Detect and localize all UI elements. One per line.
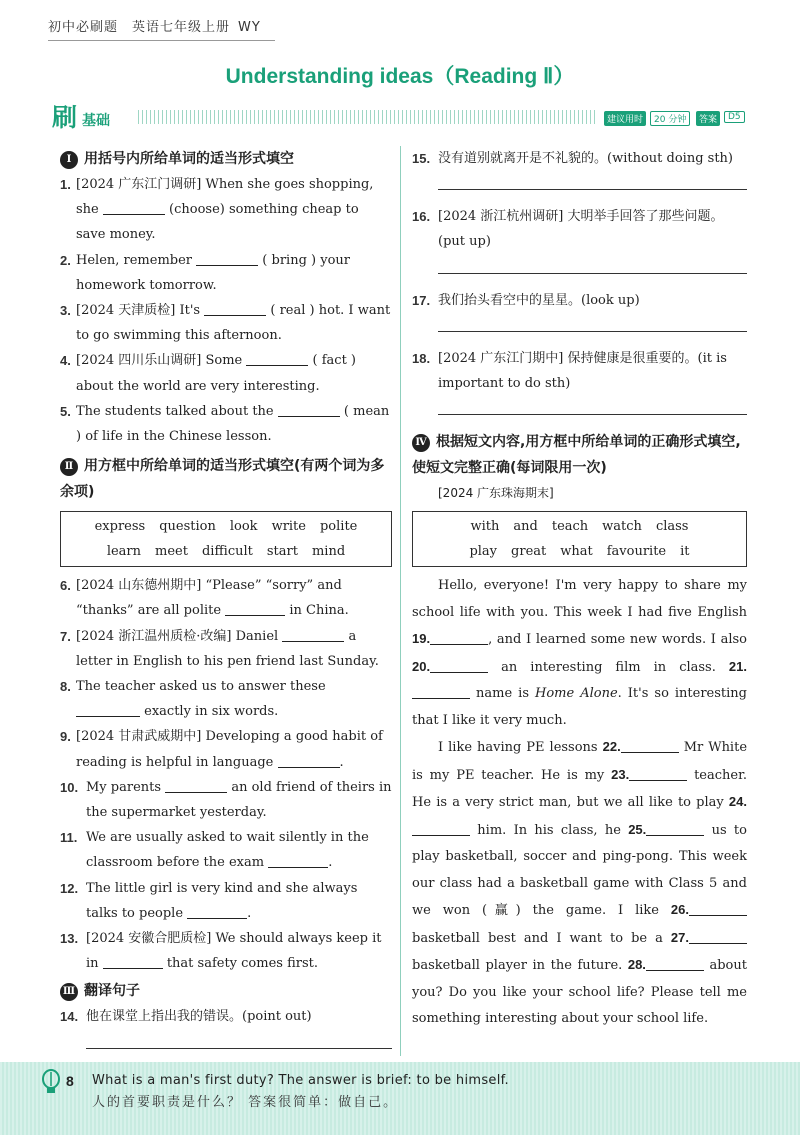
answer-blank[interactable]: [689, 929, 747, 944]
word-box-row: [413, 514, 746, 539]
word-option: with: [470, 519, 500, 535]
passage-text: basketball best and I want to be a: [412, 930, 663, 946]
answer-blank[interactable]: [246, 351, 308, 366]
question-text: 没有道别就离开是不礼貌的。(without doing sth): [438, 151, 733, 166]
word-option: look: [229, 519, 258, 535]
question-text: 我们抬头看空中的星星。(look up): [438, 292, 640, 308]
section-3-title: [60, 978, 392, 1004]
question-15: [412, 146, 747, 171]
question-number: 1.: [60, 177, 71, 192]
answer-blank[interactable]: [76, 702, 140, 717]
section-title-text: 用括号内所给单词的适当形式填空: [84, 151, 294, 167]
word-option: polite: [319, 519, 358, 535]
word-option: learn: [106, 544, 142, 560]
question-3: [60, 298, 392, 348]
question-2: [60, 248, 392, 298]
section-number: Ⅳ: [412, 434, 430, 452]
question-text: 他在课堂上指出我的错误。(point out): [86, 1009, 312, 1025]
word-option: play: [469, 544, 498, 560]
question-text: My parents: [86, 779, 162, 795]
question-number: 8.: [60, 679, 71, 695]
question-text: [2024 浙江杭州调研] 大明举手回答了那些问题。(put up): [438, 209, 724, 250]
question-number: 10.: [60, 779, 79, 795]
question-text: .: [328, 855, 333, 871]
suggest-time-value: 20 分钟: [650, 111, 690, 126]
blank-number: 21.: [728, 658, 747, 674]
passage-paragraph-1: [412, 573, 747, 734]
answer-blank[interactable]: [204, 301, 266, 316]
passage-text: about you? Do you like your school life? Please tell me something interesting about your school life.: [412, 958, 747, 1027]
passage-text: teacher. He is a very strict man, but we all like to play: [412, 767, 748, 811]
question-text: a letter in English to his pen friend last Sunday.: [76, 628, 379, 669]
word-option: teach: [551, 519, 589, 535]
answer-blank[interactable]: [621, 738, 679, 753]
question-text: (choose) something cheap to save money.: [76, 202, 359, 243]
question-text: ( fact ) about the world are very interesting.: [76, 353, 357, 394]
question-6: [60, 573, 392, 623]
question-text: [2024 浙江温州质检·改编] Daniel: [76, 628, 279, 644]
question-13: [60, 926, 392, 976]
right-column: [412, 146, 747, 1033]
passage-text: Hello, everyone! I'm very happy to share my school life with you. This week I had five English: [412, 578, 747, 620]
passage-text: . It's so interesting that I like it very much.: [412, 686, 748, 728]
answer-blank[interactable]: [103, 200, 165, 215]
word-option: difficult: [201, 544, 253, 560]
word-box: [412, 511, 747, 567]
word-option: what: [560, 544, 593, 560]
question-text: [2024 甘肃武威期中] Developing a good habit of reading is helpful in language: [76, 729, 383, 770]
answer-blank[interactable]: [268, 853, 328, 868]
question-text: exactly in six words.: [144, 704, 279, 720]
question-number: 18.: [412, 350, 431, 366]
question-14: [60, 1004, 392, 1029]
answer-blank[interactable]: [282, 627, 344, 642]
question-number: 4.: [60, 353, 71, 369]
question-text: [2024 山东德州期中] “Please” “sorry” and “thanks” are all polite: [76, 578, 342, 619]
word-box-row: [61, 539, 391, 564]
lightbulb-icon: [40, 1068, 62, 1096]
blank-number: 28.: [627, 957, 646, 973]
question-text: an old friend of theirs in the supermarket yesterday.: [86, 779, 392, 821]
question-11: [60, 825, 392, 875]
blank-number: 24.: [728, 794, 747, 810]
question-number: 12.: [60, 880, 79, 896]
question-5: [60, 399, 392, 449]
passage-text: , and I learned some new words. I also: [488, 632, 747, 648]
word-option: and: [513, 519, 538, 535]
footer-quote-cn: 人的首要职责是什么？ 答案很简单：做自己。: [92, 1095, 399, 1110]
word-option: write: [271, 519, 306, 535]
question-1: [60, 172, 392, 248]
word-option: question: [159, 519, 216, 535]
answer-blank[interactable]: [430, 658, 488, 673]
answer-line[interactable]: [438, 331, 747, 332]
answer-blank[interactable]: [187, 904, 247, 919]
book-header: [48, 16, 261, 35]
blank-number: 27.: [670, 929, 689, 945]
question-text: [2024 广东江门调研] When she goes shopping, she: [76, 177, 374, 218]
question-text: ( bring ) your homework tomorrow.: [76, 252, 350, 293]
blank-number: 22.: [602, 739, 621, 755]
question-number: 16.: [412, 209, 431, 225]
question-text: ( real ) hot. I want to go swimming this afternoon.: [76, 303, 391, 344]
passage-text: an interesting film in class.: [501, 659, 716, 675]
passage-text: I like having PE lessons: [438, 740, 598, 756]
word-box: [60, 511, 392, 567]
page-number: 8: [66, 1073, 74, 1089]
question-number: 6.: [60, 578, 71, 594]
question-number: 5.: [60, 403, 71, 419]
word-box-row: [413, 539, 746, 564]
blank-number: 20.: [412, 658, 431, 674]
question-number: 14.: [60, 1009, 79, 1025]
question-17: [412, 288, 747, 313]
answer-label: 答案: [696, 111, 720, 126]
word-option: it: [680, 544, 690, 560]
answer-blank[interactable]: [278, 753, 340, 768]
answer-blank[interactable]: [103, 954, 163, 969]
question-18: [412, 346, 747, 396]
section-1-title: [60, 146, 392, 172]
word-option: start: [266, 544, 298, 560]
answer-blank[interactable]: [629, 766, 687, 781]
question-number: 15.: [412, 151, 431, 166]
question-number: 17.: [412, 292, 431, 308]
basic-label: 基础: [82, 113, 110, 129]
word-option: watch: [602, 519, 642, 535]
question-10: [60, 775, 392, 825]
passage-paragraph-2: [412, 734, 747, 1033]
answer-blank[interactable]: [278, 402, 340, 417]
movie-title: Home Alone: [535, 686, 618, 702]
question-number: 3.: [60, 303, 71, 319]
left-column: [60, 146, 392, 1063]
section-4-title: [412, 429, 747, 481]
answer-blank[interactable]: [412, 821, 470, 836]
section-title-text: 根据短文内容,用方框中所给单词的正确形式填空,使短文完整正确(每词限用一次): [412, 434, 741, 477]
question-text: [2024 安徽合肥质检] We should always keep it in: [86, 931, 382, 972]
basic-logo: 刷: [52, 103, 78, 132]
blank-number: 25.: [628, 821, 647, 837]
question-text: [2024 四川乐山调研] Some: [76, 353, 243, 369]
edition-label: WY: [238, 20, 261, 35]
answer-blank[interactable]: [165, 778, 227, 793]
question-9: [60, 724, 392, 774]
answer-page: D5: [724, 111, 745, 123]
answer-blank[interactable]: [412, 684, 470, 699]
question-text: [2024 天津质检] It's: [76, 303, 201, 319]
question-number: 11.: [60, 830, 78, 846]
question-number: 7.: [60, 628, 71, 644]
question-text: ( mean ) of life in the Chinese lesson.: [76, 403, 390, 445]
word-box-row: [61, 514, 391, 539]
section-title-text: 用方框中所给单词的适当形式填空(有两个词为多余项): [60, 458, 385, 501]
passage-text: Mr White is my PE teacher. He is my: [412, 740, 748, 783]
section-number: Ⅲ: [60, 983, 78, 1001]
section-title-text: 翻译句子: [84, 983, 140, 1000]
answer-line[interactable]: [438, 414, 747, 415]
answer-blank[interactable]: [646, 956, 704, 971]
question-8: [60, 674, 392, 724]
question-text: The little girl is very kind and she always talks to people: [86, 880, 358, 921]
passage-text: us to play basketball, soccer and ping-pong. This week our class had a basketball game with Class 5 and we won (赢) the game. I like: [412, 822, 747, 919]
footer-quote-en: What is a man's first duty? The answer is brief: to be himself.: [92, 1073, 509, 1088]
question-text: in China.: [289, 603, 349, 619]
page-title: Understanding ideas（Reading Ⅱ）: [225, 65, 575, 88]
question-text: .: [247, 905, 252, 921]
word-option: class: [655, 519, 689, 535]
header-divider: [48, 40, 275, 41]
passage-text: basketball player in the future.: [412, 958, 623, 974]
word-option: great: [511, 544, 547, 560]
question-text: [2024 广东江门期中] 保持健康是很重要的。(it is important to do sth): [438, 350, 727, 392]
word-option: express: [94, 519, 146, 535]
answer-line[interactable]: [438, 189, 747, 190]
blank-number: 19.: [412, 631, 431, 647]
question-12: [60, 876, 392, 926]
answer-blank[interactable]: [689, 901, 747, 916]
answer-blank[interactable]: [646, 821, 704, 836]
source-tag: [2024 广东珠海期末]: [438, 486, 554, 501]
question-text: The teacher asked us to answer these: [76, 679, 326, 695]
suggest-time-label: 建议用时: [604, 111, 646, 126]
decorative-stripes: [138, 110, 598, 124]
question-text: The students talked about the: [76, 403, 274, 419]
question-text: We are usually asked to wait silently in the classroom before the exam: [86, 830, 369, 871]
question-16: [412, 204, 747, 254]
word-option: mind: [311, 544, 346, 560]
question-text: Helen, remember: [76, 252, 193, 268]
section-number: Ⅰ: [60, 151, 78, 169]
question-number: 2.: [60, 252, 71, 268]
section-number: Ⅱ: [60, 458, 78, 476]
blank-number: 23.: [611, 766, 630, 782]
column-divider: [400, 146, 401, 1056]
question-text: that safety comes first.: [166, 956, 318, 972]
answer-line[interactable]: [438, 273, 747, 274]
word-option: meet: [155, 544, 188, 560]
question-7: [60, 624, 392, 674]
answer-blank[interactable]: [196, 251, 258, 266]
blank-number: 26.: [670, 902, 689, 918]
question-4: [60, 348, 392, 398]
answer-blank[interactable]: [225, 601, 285, 616]
answer-blank[interactable]: [430, 630, 488, 645]
passage-text: him. In his class, he: [477, 822, 621, 838]
book-title: 初中必刷题 英语七年级上册: [48, 20, 231, 35]
section-2-title: [60, 453, 392, 505]
word-option: favourite: [606, 544, 667, 560]
passage-text: name is: [476, 686, 529, 702]
question-number: 9.: [60, 729, 71, 745]
answer-line[interactable]: [86, 1048, 392, 1049]
question-text: .: [339, 754, 344, 770]
question-number: 13.: [60, 931, 79, 947]
